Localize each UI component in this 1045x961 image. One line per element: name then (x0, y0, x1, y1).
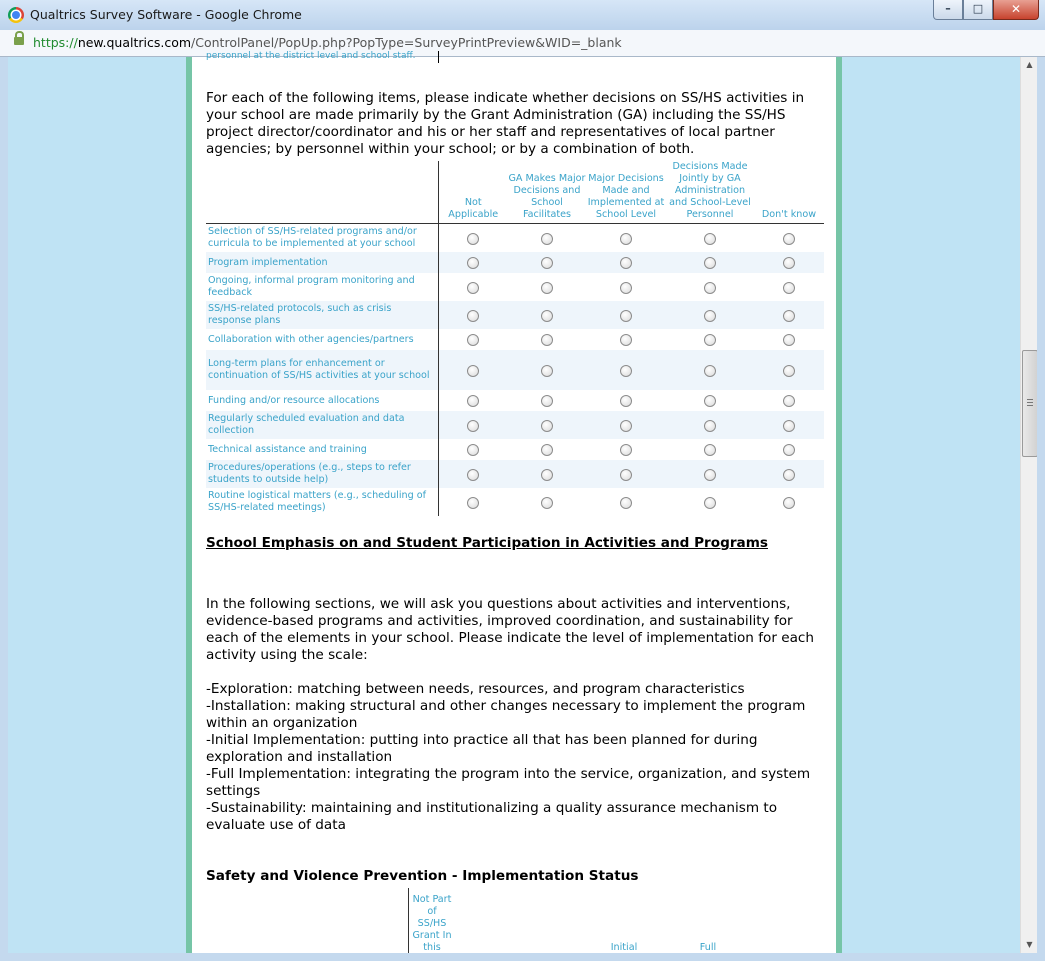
radio-button[interactable] (704, 420, 716, 432)
matrix-cell (586, 301, 666, 329)
radio-button[interactable] (467, 257, 479, 269)
matrix-cell (754, 301, 824, 329)
matrix-column-header: Major Decisions Made and Implemented at School Level (586, 161, 666, 224)
vertical-scrollbar[interactable] (1020, 57, 1038, 953)
matrix-row-label: Routine logistical matters (e.g., scheduling of SS/HS-related meetings) (206, 488, 438, 516)
url-host: new.qualtrics.com (77, 35, 192, 50)
matrix-cell (754, 252, 824, 273)
url-text[interactable] (33, 35, 622, 50)
matrix-row-label: SS/HS-related protocols, such as crisis response plans (206, 301, 438, 329)
matrix-cell (754, 488, 824, 516)
radio-button[interactable] (783, 334, 795, 346)
radio-button[interactable] (704, 310, 716, 322)
next-column-header: Not Part of SS/HS Grant In this (412, 894, 452, 953)
radio-button[interactable] (620, 444, 632, 456)
radio-button[interactable] (704, 497, 716, 509)
scale-item: -Installation: making structural and other changes necessary to implement the program within an organization (206, 698, 806, 731)
matrix-row-label: Procedures/operations (e.g., steps to refer students to outside help) (206, 460, 438, 488)
scale-list (206, 681, 826, 834)
matrix-cell (508, 390, 586, 411)
radio-button[interactable] (783, 395, 795, 407)
matrix-cell (508, 350, 586, 390)
radio-button[interactable] (704, 257, 716, 269)
matrix-cell (754, 329, 824, 350)
scale-item: -Exploration: matching between needs, resources, and program characteristics (206, 681, 745, 697)
matrix-cell (666, 488, 754, 516)
matrix-cell (754, 439, 824, 460)
scroll-up-arrow-icon[interactable]: ▲ (1026, 60, 1033, 69)
window-controls (933, 0, 1039, 20)
window-frame-right (1037, 57, 1045, 961)
radio-button[interactable] (783, 444, 795, 456)
matrix-cell (586, 390, 666, 411)
matrix-cell (666, 439, 754, 460)
matrix-cell (754, 390, 824, 411)
matrix-cell (438, 439, 508, 460)
chrome-logo-icon (8, 7, 24, 23)
matrix-cell (666, 252, 754, 273)
close-button[interactable]: ✕ (993, 0, 1039, 20)
matrix-corner (206, 161, 438, 224)
matrix-cell (754, 273, 824, 301)
radio-button[interactable] (541, 257, 553, 269)
radio-button[interactable] (620, 310, 632, 322)
matrix-cell (586, 488, 666, 516)
radio-button[interactable] (620, 282, 632, 294)
radio-button[interactable] (467, 469, 479, 481)
radio-button[interactable] (704, 469, 716, 481)
intro-paragraph: In the following sections, we will ask you questions about activities and interventions, evidence-based programs and activities, improved coordination, and sustainability for each of the elements in your school. Please indicate the level of implementation for each activity using the scale: (206, 596, 815, 663)
matrix-column-header: Don't know (754, 161, 824, 224)
matrix-cell (508, 329, 586, 350)
matrix-cell (508, 460, 586, 488)
next-column-header: Full (699, 942, 717, 953)
next-column-header: Initial (610, 942, 638, 953)
radio-button[interactable] (783, 282, 795, 294)
scale-item: -Initial Implementation: putting into practice all that has been planned for during exploration and installation (206, 732, 758, 765)
question-text: For each of the following items, please indicate whether decisions on SS/HS activities in your school are made primarily by the Grant Administration (GA) including the SS/HS project director/coordinator and his or her staff and representatives of local partner agencies; by personnel within your school; or by a combination of both. (206, 90, 805, 157)
matrix-cell (508, 224, 586, 252)
matrix-cell (438, 460, 508, 488)
scale-item: -Sustainability: maintaining and institutionalizing a quality assurance mechanism to evaluate use of data (206, 800, 778, 833)
grip-icon (1027, 399, 1033, 406)
matrix-column-header: Not Applicable (438, 161, 508, 224)
matrix-row (206, 488, 824, 516)
window-title: Qualtrics Survey Software - Google Chrome (30, 7, 302, 22)
subheading: Safety and Violence Prevention - Implementation Status (206, 868, 639, 884)
matrix-cell (666, 350, 754, 390)
survey-page (192, 51, 836, 953)
radio-button[interactable] (541, 282, 553, 294)
radio-button[interactable] (783, 469, 795, 481)
radio-button[interactable] (541, 444, 553, 456)
radio-button[interactable] (620, 233, 632, 245)
window-frame-bottom (0, 953, 1045, 961)
matrix-cell (508, 439, 586, 460)
radio-button[interactable] (467, 444, 479, 456)
matrix-cell (586, 224, 666, 252)
matrix-cell (508, 488, 586, 516)
matrix-row-label: Selection of SS/HS-related programs and/or curricula to be implemented at your school (206, 224, 438, 252)
radio-button[interactable] (620, 420, 632, 432)
matrix-column-header: GA Makes Major Decisions and School Facilitates (508, 161, 586, 224)
radio-button[interactable] (783, 310, 795, 322)
radio-button[interactable] (783, 497, 795, 509)
matrix-row-label: Program implementation (206, 252, 438, 273)
radio-button[interactable] (704, 334, 716, 346)
radio-button[interactable] (467, 334, 479, 346)
matrix-header-row (206, 161, 824, 224)
radio-button[interactable] (704, 444, 716, 456)
matrix-row (206, 460, 824, 488)
radio-button[interactable] (541, 310, 553, 322)
radio-button[interactable] (620, 469, 632, 481)
matrix-cell (438, 301, 508, 329)
matrix-row (206, 439, 824, 460)
matrix-row (206, 273, 824, 301)
matrix-cell (586, 273, 666, 301)
matrix-cell (586, 350, 666, 390)
radio-button[interactable] (620, 257, 632, 269)
matrix-row (206, 252, 824, 273)
radio-button[interactable] (541, 420, 553, 432)
radio-button[interactable] (467, 395, 479, 407)
scale-item: -Full Implementation: integrating the program into the service, organization, and system settings (206, 766, 811, 799)
matrix-cell (754, 460, 824, 488)
matrix-row-label: Long-term plans for enhancement or continuation of SS/HS activities at your school (206, 350, 438, 390)
matrix-cell (666, 329, 754, 350)
matrix-cell (438, 488, 508, 516)
matrix-cell (438, 411, 508, 439)
matrix-row-label: Funding and/or resource allocations (206, 390, 438, 411)
radio-button[interactable] (467, 310, 479, 322)
window-titlebar[interactable] (0, 0, 1045, 30)
matrix-cell (666, 301, 754, 329)
previous-row-text: personnel at the district level and school staff. (206, 51, 439, 63)
matrix-body (206, 224, 824, 516)
matrix-cell (438, 224, 508, 252)
matrix-row (206, 329, 824, 350)
radio-button[interactable] (541, 365, 553, 377)
radio-button[interactable] (620, 334, 632, 346)
scroll-down-arrow-icon[interactable]: ▼ (1026, 940, 1033, 949)
radio-button[interactable] (704, 282, 716, 294)
radio-button[interactable] (541, 233, 553, 245)
matrix-cell (586, 411, 666, 439)
matrix-row-label: Technical assistance and training (206, 439, 438, 460)
radio-button[interactable] (704, 233, 716, 245)
matrix-cell (438, 273, 508, 301)
matrix-cell (586, 439, 666, 460)
radio-button[interactable] (541, 334, 553, 346)
matrix-cell (586, 252, 666, 273)
matrix-cell (586, 329, 666, 350)
radio-button[interactable] (620, 395, 632, 407)
matrix-cell (438, 390, 508, 411)
radio-button[interactable] (783, 233, 795, 245)
radio-button[interactable] (541, 395, 553, 407)
radio-button[interactable] (704, 395, 716, 407)
matrix-row (206, 350, 824, 390)
matrix-cell (508, 273, 586, 301)
next-matrix (408, 888, 828, 958)
matrix-cell (666, 224, 754, 252)
radio-button[interactable] (467, 282, 479, 294)
radio-button[interactable] (467, 365, 479, 377)
matrix-row (206, 390, 824, 411)
page-viewport (8, 51, 1020, 953)
radio-button[interactable] (620, 497, 632, 509)
radio-button[interactable] (467, 420, 479, 432)
matrix-column-header: Decisions Made Jointly by GA Administration and School-Level Personnel (666, 161, 754, 224)
matrix-cell (666, 411, 754, 439)
url-scheme: https:// (33, 35, 78, 50)
matrix-cell (666, 390, 754, 411)
matrix-row (206, 224, 824, 252)
matrix-cell (754, 224, 824, 252)
next-matrix-divider (408, 888, 409, 958)
decision-matrix (206, 161, 824, 516)
radio-button[interactable] (541, 497, 553, 509)
matrix-cell (438, 329, 508, 350)
radio-button[interactable] (704, 365, 716, 377)
address-bar[interactable] (0, 30, 1045, 57)
radio-button[interactable] (783, 420, 795, 432)
matrix-cell (438, 350, 508, 390)
matrix-cell (666, 460, 754, 488)
section-heading: School Emphasis on and Student Participation in Activities and Programs (206, 535, 768, 551)
matrix-cell (438, 252, 508, 273)
url-path: /ControlPanel/PopUp.php?PopType=SurveyPrintPreview&WID=_blank (191, 35, 622, 50)
radio-button[interactable] (541, 469, 553, 481)
matrix-cell (754, 350, 824, 390)
radio-button[interactable] (467, 497, 479, 509)
minimize-button[interactable]: – (933, 0, 963, 20)
radio-button[interactable] (783, 365, 795, 377)
matrix-cell (666, 273, 754, 301)
matrix-cell (754, 411, 824, 439)
matrix-cell (586, 460, 666, 488)
matrix-cell (508, 301, 586, 329)
matrix-cell (508, 252, 586, 273)
matrix-row-label: Regularly scheduled evaluation and data collection (206, 411, 438, 439)
radio-button[interactable] (620, 365, 632, 377)
maximize-button[interactable]: □ (963, 0, 993, 20)
lock-icon (14, 37, 24, 45)
radio-button[interactable] (783, 257, 795, 269)
matrix-row-label: Ongoing, informal program monitoring and feedback (206, 273, 438, 301)
matrix-row-label: Collaboration with other agencies/partners (206, 329, 438, 350)
intro-text (206, 596, 826, 834)
radio-button[interactable] (467, 233, 479, 245)
scrollbar-thumb[interactable] (1022, 350, 1038, 457)
matrix-table (206, 161, 824, 516)
matrix-row (206, 411, 824, 439)
matrix-row (206, 301, 824, 329)
matrix-cell (508, 411, 586, 439)
